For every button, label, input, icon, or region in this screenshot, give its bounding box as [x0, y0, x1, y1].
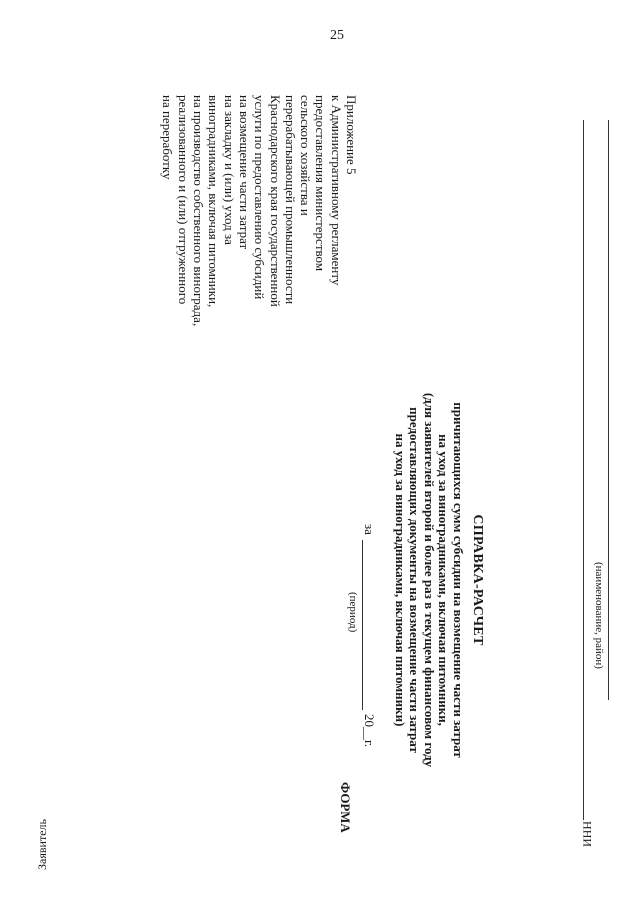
inn-label: ИНН	[580, 821, 594, 847]
subtitle-line: (для заявителей второй и более раз в текущем финансовом году	[422, 392, 437, 768]
page-number: 25	[330, 28, 344, 43]
period-caption: (период)	[347, 592, 359, 633]
applicant-input-line[interactable]	[608, 120, 609, 700]
applicant-field	[561, 120, 605, 825]
document-title: СПРАВКА-РАСЧЕТ	[470, 514, 485, 646]
appendix-line: сельского хозяйства и	[298, 95, 314, 216]
appendix-line: Приложение 5	[344, 95, 359, 175]
period-input-line[interactable]	[362, 540, 363, 710]
subtitle-line: предоставляющих документы на возмещение части затрат	[407, 407, 423, 753]
appendix-line: предоставления министерством	[313, 95, 329, 272]
name-caption: (наименование, район)	[593, 562, 605, 669]
inn-input-line[interactable]	[583, 120, 584, 820]
subtitle-line: на уход за виноградниками, включая питомники,	[436, 434, 452, 726]
appendix-line: к Административному регламенту	[328, 95, 344, 286]
appendix-line: услуги по предоставлению субсидий	[252, 95, 268, 300]
appendix-line: на возмещение части затрат	[236, 95, 252, 250]
appendix-line: на производство собственного винограда,	[191, 95, 207, 327]
appendix-line: виноградниками, включая питомники,	[206, 95, 222, 308]
period-field	[337, 524, 377, 824]
appendix-line: на переработку	[160, 95, 176, 180]
period-prefix: за	[362, 524, 377, 535]
form-label: ФОРМА	[338, 782, 353, 833]
applicant-label: Заявитель	[35, 819, 49, 870]
appendix-line: Краснодарского края государственной	[267, 95, 283, 307]
period-year: 20__г.	[362, 714, 377, 748]
appendix-line: перерабатывающей промышленности	[282, 95, 298, 305]
appendix-line: на закладку и (или) уход за	[221, 95, 237, 245]
subtitle-line: на уход за виноградниками, включая питомники)	[393, 433, 408, 727]
appendix-line: реализованного и (или) отгруженного	[175, 95, 191, 305]
subtitle-line: причитающихся сумм субсидии на возмещение части затрат	[451, 402, 466, 758]
